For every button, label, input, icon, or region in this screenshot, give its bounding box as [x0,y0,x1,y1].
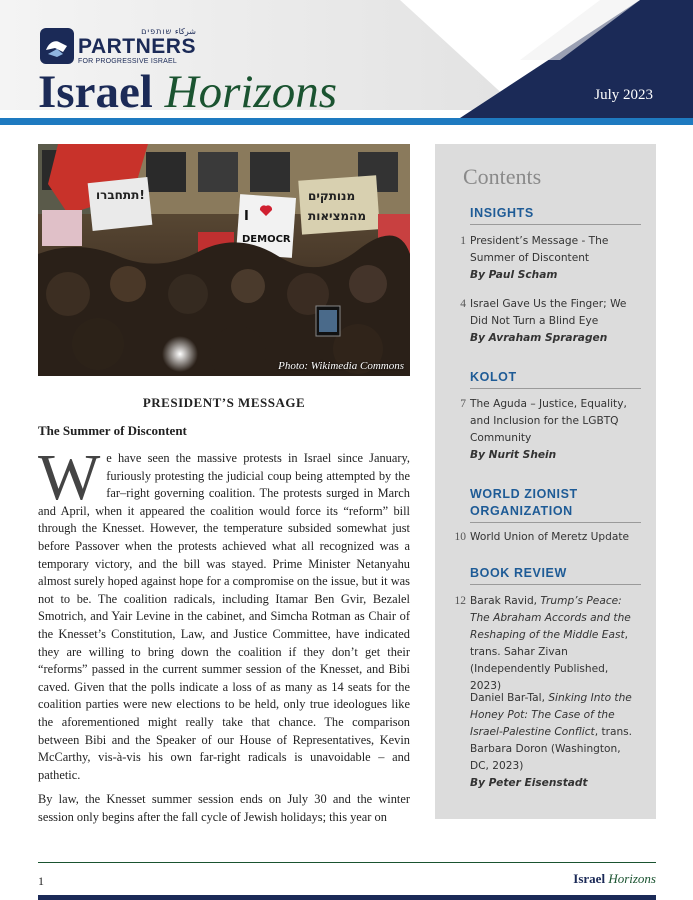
page-header [0,0,693,126]
logo-hebrew-arabic: شركاء שותפים [141,26,196,36]
toc-entry[interactable] [460,233,641,284]
entry-author: By Nurit Shein [470,449,557,461]
contents-title: Contents [463,164,542,189]
entry-author: By Avraham Spraragen [470,332,608,344]
drop-cap: W [38,450,101,514]
category-kolot: KOLOT [470,369,641,389]
page-number: 10 [454,531,466,543]
svg-text:מהמציאות: מהמציאות [308,209,367,223]
footer-page-number: 1 [38,874,44,888]
photo-credit: Photo: Wikimedia Commons [278,360,404,372]
masthead-israel: Israel [38,66,153,118]
toc-entry[interactable] [470,690,641,792]
article-paragraph: By law, the Knesset summer session ends on July 30 and the winter session only begins after the fall cycle of Jewish holidays; this year on [38,792,410,824]
svg-text:תתחברו!: תתחברו! [96,188,145,202]
category-insights: INSIGHTS [470,205,641,225]
handshake-icon [40,28,74,64]
section-heading: PRESIDENT’S MESSAGE [142,395,306,410]
entry-title: Barak Ravid, Trump’s Peace: The Abraham Accords and the Reshaping of the Middle East, trans. Sahar Zivan (Independently Published, 2023) [470,595,631,692]
page-number: 12 [454,595,466,607]
entry-title: President’s Message - The Summer of Discontent [470,235,609,264]
svg-text:I: I [244,209,249,224]
footer-divider [38,862,656,863]
entry-title: The Aguda – Justice, Equality, and Inclusion for the LGBTQ Community [470,398,627,444]
entry-author: By Peter Eisenstadt [470,777,588,789]
toc-entry[interactable] [460,296,641,347]
entry-title: Daniel Bar-Tal, Sinking Into the Honey Pot: The Case of the Israel-Palestine Conflict, trans. Barbara Doron (Washington, DC, 2023) [470,692,633,772]
protest-photo [38,144,410,376]
book-title: Trump’s Peace: The Abraham Accords and the Reshaping of the Middle East [470,595,631,641]
issue-date: July 2023 [594,87,653,103]
masthead-horizons: Horizons [164,66,337,118]
contents-sidebar [435,144,656,819]
entry-title: World Union of Meretz Update [470,531,630,543]
protest-photo-illustration [38,144,410,376]
logo-tagline: FOR PROGRESSIVE ISRAEL [78,57,177,65]
category-world-zionist-organization: WORLD ZIONIST ORGANIZATION [470,486,641,523]
partners-logo [40,27,196,65]
article-body [38,450,410,848]
svg-text:DEMOCR: DEMOCR [242,234,291,245]
article-title: The Summer of Discontent [38,423,187,438]
svg-text:מנותקים: מנותקים [308,189,356,203]
toc-entry[interactable] [454,593,641,695]
toc-entry[interactable] [454,529,641,546]
page-number: 4 [460,298,466,310]
entry-author: By Paul Scham [470,269,558,281]
footer-brand: Israel Horizons [573,871,656,886]
footer-bar [38,895,656,900]
page-number: 1 [460,235,466,247]
logo-name: PARTNERS [78,34,196,58]
masthead-title [38,66,337,118]
page-number: 7 [460,398,466,410]
toc-entry[interactable] [460,396,641,464]
book-title: Sinking Into the Honey Pot: The Case of the Israel-Palestine Conflict [470,692,632,738]
category-book-review: BOOK REVIEW [470,565,641,585]
article-paragraph: We have seen the massive protests in Israel since January, furiously protesting the judicial coup being attempted by the far–right governing coalition. The protests surged in March and April, when it appeared the coalition would force its “reform” bill through the Knesset. However, the temperature subsided somewhat just before Passover when the protests achieved what all recognized was a temporary victory, and the bill was stayed. Prime Minister Netanyahu almost surely hoped against hope for a compromise on the issue, but it was not to be. The coalition radicals, including Itamar Ben Gvir, Bezalel Smotrich, and Yair Levine in the cabinet, and Simcha Rotman as Chair of the Knesset’s Constitution, Law, and Justice Committee, have indicated they are willing to bring down the coalition if they don’t get their “reforms” passed in the current summer session of the Knesset, and Bibi caved. Given that the polls indicate a loss of as many as 14 seats for the coalition parties were new elections to be held, only true ideologues like the aforementioned might really take that chance. The comparison between Bibi and the Speaker of our House of Representatives, Kevin McCarthy, vis-à-vis his own far-right radicals is unavoidable – and pathetic. [38,450,410,782]
entry-title: Israel Gave Us the Finger; We Did Not Turn a Blind Eye [470,298,627,327]
